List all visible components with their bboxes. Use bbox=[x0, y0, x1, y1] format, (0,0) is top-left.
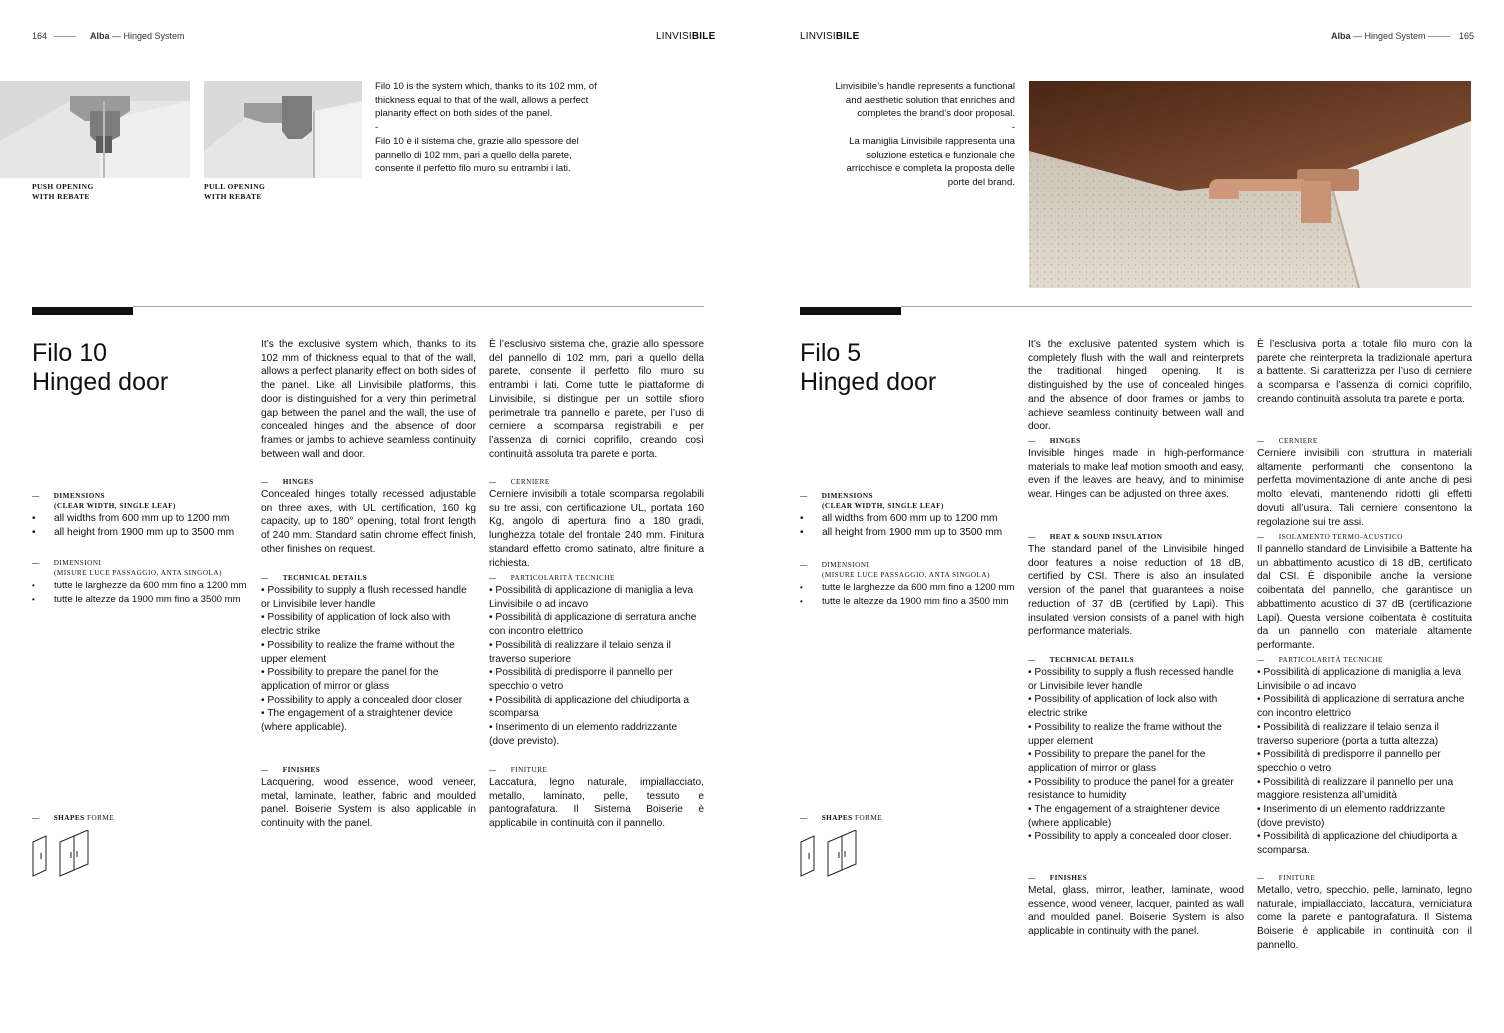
list-item: • all height from 1900 mm up to 3500 mm bbox=[32, 526, 252, 540]
right-title-line2: Hinged door bbox=[800, 368, 937, 396]
section-title: FINISHES bbox=[1049, 874, 1088, 882]
right-header-line bbox=[1428, 36, 1450, 37]
left-desc-it: È l’esclusivo sistema che, grazie allo spessore del pannello di 102 mm, pari a quello della parete, consente il perfetto filo muro su entrambi i lati. Come tutte le piattaforme di Linvisibile, si distingue per un sottile sfioro perimetrale tra pannello e parete, per l’uso di cerniere a scomparsa registrabili e per l’assenza di cornici coprifilo, creando così continuità assoluta tra parete e porta. bbox=[489, 339, 704, 460]
left-dimensions-en: — DIMENSIONS (CLEAR WIDTH, SINGLE LEAF) • all widths from 600 mm up to 1200 mm • all height from 1900 mm up to 3500 mm bbox=[32, 491, 252, 539]
right-dim-en-title: DIMENSIONS bbox=[821, 492, 874, 500]
right-title-bar bbox=[800, 307, 901, 315]
left-hinges-en-text: Concealed hinges totally recessed adjustable on three axes, with UL certification, 160 kg capacity, up to 180° opening, total front length of 240 mm. Standard satin chrome effect finish, other finishes on request. bbox=[261, 489, 476, 555]
left-title-bar bbox=[32, 307, 133, 315]
left-brand-logo bbox=[656, 31, 715, 42]
section-title: CERNIERE bbox=[1278, 437, 1318, 445]
right-intro bbox=[830, 80, 1015, 190]
right-dim-it-sub: (MISURE LUCE PASSAGGIO, ANTA SINGOLA) bbox=[822, 571, 991, 579]
section-title: PARTICOLARITÀ TECNICHE bbox=[1278, 656, 1383, 664]
list-item: • Possibilità di realizzare il pannello per una maggiore resistenza all’umidità bbox=[1257, 776, 1454, 802]
right-section-bold: Alba bbox=[1331, 31, 1351, 41]
left-page-number: 164 bbox=[32, 31, 48, 41]
left-intro bbox=[375, 80, 605, 176]
left-dim-en-sub: (CLEAR WIDTH, SINGLE LEAF) bbox=[54, 502, 176, 510]
section-title: FINITURE bbox=[510, 766, 548, 774]
list-item: • Possibilità di realizzare il telaio senza il traverso superiore bbox=[489, 639, 671, 665]
list-item: • Possibilità di applicazione del chiudiporta a scomparsa bbox=[489, 694, 690, 720]
list-item: • Possibilità di predisporre il pannello per specchio o vetro bbox=[489, 667, 673, 692]
list-item: • The engagement of a straightener device (where applicable) bbox=[1028, 804, 1220, 829]
left-dim-en-title: DIMENSIONS bbox=[53, 492, 106, 500]
right-dim-it-title: DIMENSIONI bbox=[821, 561, 870, 569]
right-dimensions-it: — DIMENSIONI (MISURE LUCE PASSAGGIO, ANTA SINGOLA) • tutte le larghezze da 600 mm fino a 1200 mm • tutte le altezze da 1900 mm fino a 3500 mm bbox=[800, 560, 1025, 608]
left-tech-en: — TECHNICAL DETAILS • Possibility to supply a flush recessed handle or Linvisibile lever handle • Possibility of application of lock also with electric strike • Possibility to realize the frame without the upper element • Possibility to prepare the panel for the application of mirror or glass • Possibility to apply a concealed door closer • The engagement of a straightener device (where applicable). bbox=[261, 573, 476, 735]
right-intro-it: La maniglia Linvisibile rappresenta una soluzione estetica e funzionale che arricchisce e completa la proposta delle porte del brand. bbox=[846, 135, 1015, 188]
section-title: FINITURE bbox=[1278, 874, 1316, 882]
right-page-number: 165 bbox=[1459, 31, 1475, 41]
caption-line: PUSH OPENING bbox=[32, 182, 94, 191]
shapes-rest: FORME bbox=[86, 814, 115, 822]
left-section-label bbox=[90, 31, 185, 41]
right-title-line1: Filo 5 bbox=[800, 339, 862, 367]
shapes-bold: SHAPES bbox=[53, 814, 85, 822]
left-desc-en: It’s the exclusive system which, thanks to its 102 mm of thickness equal to that of the wall, allows a perfect planarity effect on both sides of the panel. Like all Linvisibile platforms, this door is distinguished for a very thin perimetral gap between the panel and the wall, the use of concealed hinges and the absence of door frames or jambs to achieve seamless continuity between wall and door. bbox=[261, 339, 476, 460]
list-item: • Possibility to prepare the panel for the application of mirror or glass bbox=[261, 667, 439, 692]
right-intro-sep: - bbox=[1011, 122, 1015, 134]
right-tech-it: — PARTICOLARITÀ TECNICHE • Possibilità di applicazione di maniglia a leva Linvisibile o ad incavo • Possibilità di applicazione di serratura anche con incontro elettrico • Possibilità di realizzare il telaio senza il traverso superiore (porta a tutta altezza) • Possibilità di predisporre il pannello per specchio o vetro • Possibilità di realizzare il pannello per una maggiore resistenza all’umidità • Inserimento di un elemento raddrizzante (dove previsto) • Possibilità di applicazione del chiudiporta a scomparsa. bbox=[1257, 655, 1472, 858]
right-intro-en: Linvisibile’s handle represents a functional and aesthetic solution that enriches and completes the brand’s door proposal. bbox=[835, 81, 1015, 120]
list-item: • all widths from 600 mm up to 1200 mm bbox=[32, 512, 252, 526]
list-item: • tutte le altezze da 1900 mm fino a 3500 mm bbox=[800, 595, 1025, 609]
left-finishes-en-text: Lacquering, wood essence, wood veneer, metal, laminate, leather, fabric and moulded panel. Boiserie System is also applicable in continuity with the panel. bbox=[261, 777, 476, 830]
right-desc-en: It’s the exclusive patented system which is completely flush with the wall and reinterprets the traditional hinged opening. It is distinguished by the use of concealed hinges and the absence of door frames or jambs to achieve seamless continuity between wall and door. bbox=[1028, 339, 1244, 433]
caption-line: PULL OPENING bbox=[204, 182, 266, 191]
right-finishes-en-text: Metal, glass, mirror, leather, laminate, wood essence, wood veneer, lacquer, painted as wall and moulded panel. Boiserie System is also applicable in continuity with the panel. bbox=[1028, 885, 1244, 938]
push-opening-caption bbox=[32, 182, 94, 202]
right-finishes-it-text: Metallo, vetro, specchio, pelle, laminato, legno naturale, impiallacciato, laccatura, verniciatura come la parete e pantografatura. Il Sistema Boiserie è applicabile in continuità con il pannello. bbox=[1257, 885, 1472, 951]
left-tech-it: — PARTICOLARITÀ TECNICHE • Possibilità di applicazione di maniglia a leva Linvisibile o ad incavo • Possibilità di applicazione di serratura anche con incontro elettrico • Possibilità di realizzare il telaio senza il traverso superiore • Possibilità di predisporre il pannello per specchio o vetro • Possibilità di applicazione del chiudiporta a scomparsa • Inserimento di un elemento raddrizzante (dove previsto). bbox=[489, 573, 704, 748]
right-tech-en: — TECHNICAL DETAILS • Possibility to supply a flush recessed handle or Linvisibile lever handle • Possibility of application of lock also with electric strike • Possibility to realize the frame without the upper element • Possibility to prepare the panel for the application of mirror or glass • Possibility to produce the panel for a greater resistance to humidity • The engagement of a straightener device (where applicable) • Possibility to apply a concealed door closer. bbox=[1028, 655, 1244, 844]
right-hinges-it: — CERNIERE Cerniere invisibili con struttura in materiali altamente performanti che consentono la perfetta movimentazione di ante anche di pesi molto elevati, mantenendo ridotti gli effetti dovuti all’usura. Tali cerniere consentono la regolazione sui tre assi. bbox=[1257, 436, 1472, 528]
right-hinges-en: — HINGES Invisible hinges made in high-performance materials to make leaf motion smooth and easy, even if the leaves are heavy, and to minimise wear. Hinges can be adjusted on three axes. bbox=[1028, 436, 1244, 501]
section-title: TECHNICAL DETAILS bbox=[1049, 656, 1135, 664]
brand-thin: LINVISI bbox=[800, 31, 836, 42]
list-item: • Possibility of application of lock also with electric strike bbox=[1028, 694, 1218, 720]
door-double-icon bbox=[826, 830, 860, 883]
list-item: • all widths from 600 mm up to 1200 mm bbox=[800, 512, 1020, 526]
pull-opening-illustration bbox=[204, 81, 362, 178]
list-item: • Possibility to realize the frame without the upper element bbox=[261, 639, 455, 665]
right-heat-it: — ISOLAMENTO TERMO-ACUSTICO Il pannello standard de Linvisibile a Battente ha un abbattimento acustico di 18 dB, certificato dal CSI. È disponibile anche la versione coibentata del pannello, che garantisce un abbattimento acustico di 37 dB (certificazione Lapi). Questa versione coibentata è costituita da un pannello con materiale altamente performante. bbox=[1257, 532, 1472, 651]
list-item: • tutte le larghezze da 600 mm fino a 1200 mm bbox=[800, 581, 1025, 595]
list-item: • Possibility to supply a flush recessed handle or Linvisibile lever handle bbox=[261, 585, 467, 610]
shapes-rest: FORME bbox=[854, 814, 883, 822]
list-item: • Possibility to prepare the panel for the application of mirror or glass bbox=[1028, 749, 1206, 774]
left-hinges-en: — HINGES Concealed hinges totally recessed adjustable on three axes, with UL certification, 160 kg capacity, up to 180° opening, total front length of 240 mm. Standard satin chrome effect finish, other finishes on request. bbox=[261, 477, 476, 555]
right-dimensions-en: — DIMENSIONS (CLEAR WIDTH, SINGLE LEAF) • all widths from 600 mm up to 1200 mm • all height from 1900 mm up to 3500 mm bbox=[800, 491, 1020, 539]
left-dim-it-sub: (MISURE LUCE PASSAGGIO, ANTA SINGOLA) bbox=[54, 569, 223, 577]
list-item: • tutte le larghezze da 600 mm fino a 1200 mm bbox=[32, 579, 257, 593]
brand-bold: BILE bbox=[835, 31, 860, 42]
caption-line: WITH REBATE bbox=[204, 192, 262, 201]
list-item: • Possibilità di realizzare il telaio senza il traverso superiore (porta a tutta altezza) bbox=[1257, 721, 1439, 747]
list-item: • Possibility to produce the panel for a greater resistance to humidity bbox=[1028, 776, 1234, 802]
left-hinges-it-text: Cerniere invisibili a totale scomparsa regolabili su tre assi, con certificazione UL, portata 160 Kg, angolo di apertura fino a 180 gradi, lunghezza totale del frontale 240 mm. Finitura standard effetto cromo satinato, altre finiture a richiesta. bbox=[489, 489, 704, 569]
right-hinges-en-text: Invisible hinges made in high-performance materials to make leaf motion smooth and easy, even if the leaves are heavy, and to minimise wear. Hinges can be adjusted on three axes. bbox=[1028, 448, 1244, 501]
right-heat-en-text: The standard panel of the Linvisibile hinged door features a noise reduction of 18 dB, certified by CSI. There is also an insulated version of the panel that guarantees a noise reduction of 37 dB (certified by Lapi). This insulated version consists of a panel with high performance materials. bbox=[1028, 544, 1244, 638]
list-item: • Inserimento di un elemento raddrizzante (dove previsto) bbox=[1257, 804, 1446, 829]
section-title: HEAT & SOUND INSULATION bbox=[1049, 533, 1163, 541]
right-dim-en-sub: (CLEAR WIDTH, SINGLE LEAF) bbox=[822, 502, 944, 510]
right-hinges-it-text: Cerniere invisibili con struttura in materiali altamente performanti che consentono la perfetta movimentazione di ante anche di pesi molto elevati, mantenendo ridotti gli effetti dovuti all’usura. Tali cerniere consentono la regolazione sui tre assi. bbox=[1257, 448, 1472, 528]
shapes-bold: SHAPES bbox=[821, 814, 853, 822]
section-title: HINGES bbox=[1049, 437, 1081, 445]
brand-thin: LINVISI bbox=[656, 31, 692, 42]
list-item: • Possibilità di predisporre il pannello per specchio o vetro bbox=[1257, 749, 1441, 774]
list-item: • Possibilità di applicazione di maniglia a leva Linvisibile o ad incavo bbox=[489, 585, 694, 610]
push-opening-illustration bbox=[0, 81, 190, 178]
list-item: • Possibilità di applicazione del chiudiporta a scomparsa. bbox=[1257, 831, 1458, 857]
section-title: TECHNICAL DETAILS bbox=[282, 574, 368, 582]
left-title-line1: Filo 10 bbox=[32, 339, 108, 367]
right-section-rest: — Hinged System bbox=[1353, 31, 1426, 41]
pull-opening-caption bbox=[204, 182, 265, 202]
section-title: PARTICOLARITÀ TECNICHE bbox=[510, 574, 615, 582]
brand-bold: BILE bbox=[691, 31, 716, 42]
list-item: • Possibility to apply a concealed door closer bbox=[261, 694, 463, 706]
section-title: HINGES bbox=[282, 478, 314, 486]
right-finishes-en: — FINISHES Metal, glass, mirror, leather, laminate, wood essence, wood veneer, lacquer, painted as wall and moulded panel. Boiserie System is also applicable in continuity with the panel. bbox=[1028, 873, 1244, 938]
section-title: CERNIERE bbox=[510, 478, 550, 486]
caption-line: WITH REBATE bbox=[32, 192, 90, 201]
left-dimensions-it: — DIMENSIONI (MISURE LUCE PASSAGGIO, ANTA SINGOLA) • tutte le larghezze da 600 mm fino a 1200 mm • tutte le altezze da 1900 mm fino a 3500 mm bbox=[32, 558, 257, 606]
right-section-label bbox=[1331, 31, 1426, 41]
left-section-bold: Alba bbox=[90, 31, 110, 41]
list-item: • Possibilità di applicazione di maniglia a leva Linvisibile o ad incavo bbox=[1257, 667, 1462, 692]
left-finishes-it-text: Laccatura, legno naturale, impiallacciato, metallo, laminato, pelle, tessuto e pantografatura. Il Sistema Boiserie è applicabile in continuità con il pannello. bbox=[489, 777, 704, 830]
left-shapes-label: — SHAPES FORME bbox=[32, 813, 115, 822]
left-intro-it: Filo 10 è il sistema che, grazie allo spessore del pannello di 102 mm, pari a quello della parete, consente il perfetto filo muro su entrambi i lati. bbox=[375, 135, 579, 175]
left-header-line bbox=[54, 36, 76, 37]
list-item: • Possibility to supply a flush recessed handle or Linvisibile lever handle bbox=[1028, 667, 1234, 692]
right-heat-en: — HEAT & SOUND INSULATION The standard panel of the Linvisibile hinged door features a noise reduction of 18 dB, certified by CSI. There is also an insulated version of the panel that guarantees a noise reduction of 37 dB (certified by Lapi). This insulated version consists of a panel with high performance materials. bbox=[1028, 532, 1244, 638]
list-item: • tutte le altezze da 1900 mm fino a 3500 mm bbox=[32, 593, 257, 607]
list-item: • all height from 1900 mm up to 3500 mm bbox=[800, 526, 1020, 540]
handle-photo bbox=[1029, 81, 1471, 288]
right-finishes-it: — FINITURE Metallo, vetro, specchio, pelle, laminato, legno naturale, impiallacciato, laccatura, verniciatura come la parete e pantografatura. Il Sistema Boiserie è applicabile in continuità con il pannello. bbox=[1257, 873, 1472, 951]
list-item: • Possibility to realize the frame without the upper element bbox=[1028, 721, 1222, 747]
left-section-rest: — Hinged System bbox=[112, 31, 185, 41]
left-title-line2: Hinged door bbox=[32, 368, 169, 396]
list-item: • Possibility of application of lock also with electric strike bbox=[261, 612, 451, 638]
right-title-rule bbox=[901, 306, 1472, 307]
left-title-rule bbox=[133, 306, 704, 307]
list-item: • Inserimento di un elemento raddrizzante (dove previsto). bbox=[489, 722, 678, 747]
right-brand-logo bbox=[800, 31, 859, 42]
door-double-icon bbox=[58, 830, 92, 883]
right-shapes-label: — SHAPES FORME bbox=[800, 813, 883, 822]
section-title: FINISHES bbox=[282, 766, 321, 774]
list-item: • Possibilità di applicazione di serratura anche con incontro elettrico bbox=[1257, 694, 1465, 720]
list-item: • Possibilità di applicazione di serratura anche con incontro elettrico bbox=[489, 612, 697, 638]
left-page-title bbox=[32, 339, 168, 397]
left-dim-it-title: DIMENSIONI bbox=[53, 559, 102, 567]
left-finishes-en: — FINISHES Lacquering, wood essence, wood veneer, metal, laminate, leather, fabric and moulded panel. Boiserie System is also applicable in continuity with the panel. bbox=[261, 765, 476, 830]
right-desc-it: È l’esclusiva porta a totale filo muro con la parete che reinterpreta la tradizionale apertura a battente. Si caratterizza per l’uso di cerniere a scomparsa e l’assenza di cornici coprifilo, creando continuità assoluta tra parete e porta. bbox=[1257, 339, 1472, 405]
list-item: • The engagement of a straightener device (where applicable). bbox=[261, 708, 453, 734]
left-intro-sep: - bbox=[375, 122, 379, 134]
list-item: • Possibility to apply a concealed door closer. bbox=[1028, 831, 1232, 843]
left-hinges-it: — CERNIERE Cerniere invisibili a totale scomparsa regolabili su tre assi, con certificazione UL, portata 160 Kg, angolo di apertura fino a 180 gradi, lunghezza totale del frontale 240 mm. Finitura standard effetto cromo satinato, altre finiture a richiesta. bbox=[489, 477, 704, 569]
section-title: ISOLAMENTO TERMO-ACUSTICO bbox=[1278, 533, 1403, 541]
left-intro-en: Filo 10 is the system which, thanks to its 102 mm, of thickness equal to that of the wall, allows a perfect planarity effect on both sides of the panel. bbox=[375, 81, 597, 120]
right-heat-it-text: Il pannello standard de Linvisibile a Battente ha un abbattimento acustico di 18 dB, certificato dal CSI. È disponibile anche la versione coibentata del pannello, che garantisce un abbattimento acustico di 37 dB (certificazione Lapi). Questa versione coibentata è costituita da un pannello con materiale altamente performante. bbox=[1257, 544, 1472, 651]
right-page-title bbox=[800, 339, 936, 397]
left-finishes-it: — FINITURE Laccatura, legno naturale, impiallacciato, metallo, laminato, pelle, tessuto e pantografatura. Il Sistema Boiserie è applicabile in continuità con il pannello. bbox=[489, 765, 704, 830]
